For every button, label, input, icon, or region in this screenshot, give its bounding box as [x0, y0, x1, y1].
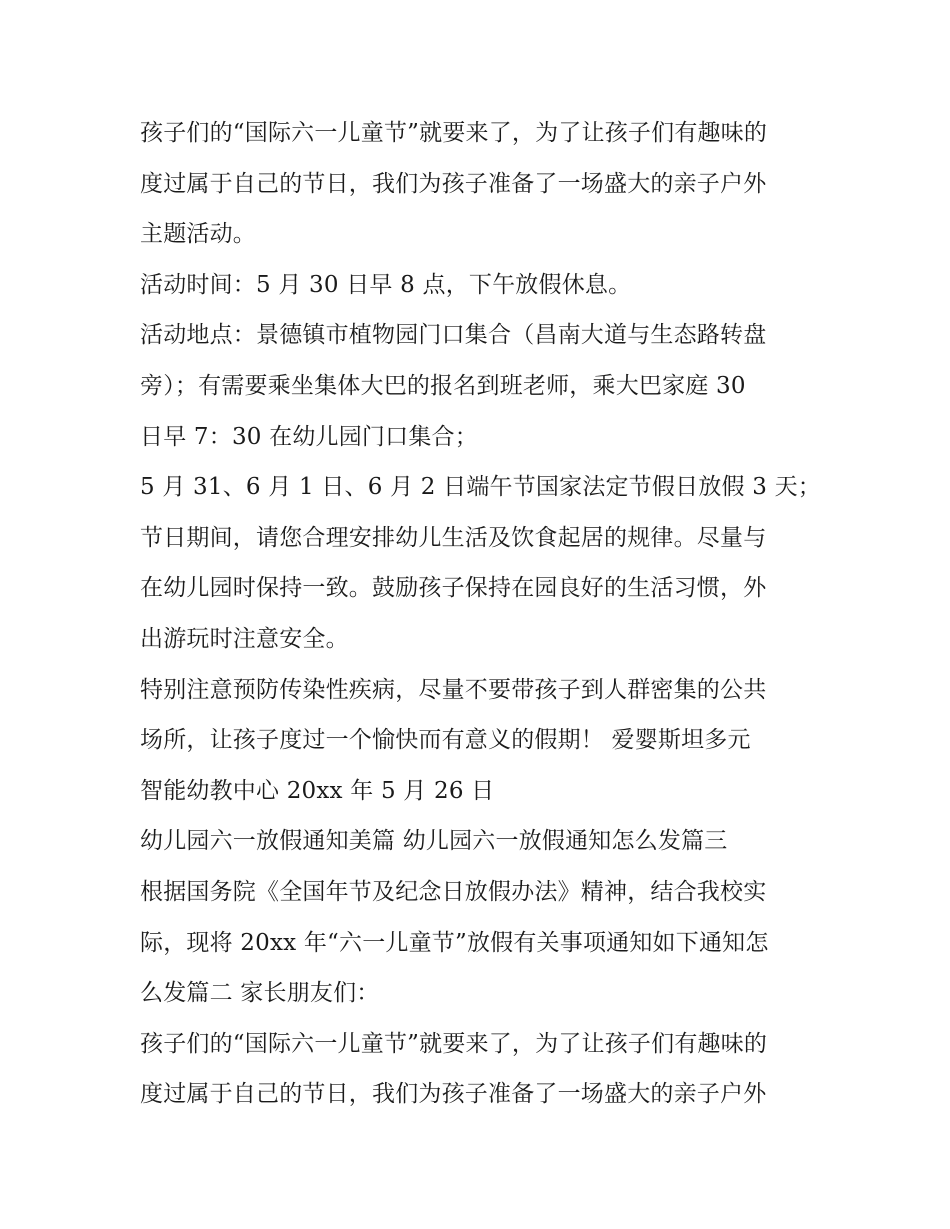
text-line-16: 根据国务院《全国年节及纪念日放假办法》精神，结合我校实 — [140, 878, 767, 905]
text-line-9: 节日期间，请您合理安排幼儿生活及饮食起居的规律。尽量与 — [140, 524, 767, 551]
text-line-13: 场所，让孩子度过一个愉快而有意义的假期！ 爱婴斯坦多元 — [140, 727, 751, 754]
text-line-5: 活动地点：景德镇市植物园门口集合（昌南大道与生态路转盘 — [140, 322, 767, 349]
text-line-18: 么发篇二 家长朋友们： — [140, 980, 380, 1007]
text-line-8: 5 月 31、6 月 1 日、6 月 2 日端午节国家法定节假日放假 3 天； — [140, 474, 821, 501]
document-body — [140, 108, 820, 1120]
text-line-17: 际，现将 20xx 年“六一儿童节”放假有关事项通知如下通知怎 — [140, 929, 769, 956]
text-line-20: 度过属于自己的节日，我们为孩子准备了一场盛大的亲子户外 — [140, 1081, 767, 1108]
text-line-4: 活动时间：5 月 30 日早 8 点，下午放假休息。 — [140, 271, 632, 298]
text-line-15: 幼儿园六一放假通知美篇 幼儿园六一放假通知怎么发篇三 — [140, 828, 728, 855]
text-line-11: 出游玩时注意安全。 — [140, 625, 349, 652]
text-line-1: 孩子们的“国际六一儿童节”就要来了，为了让孩子们有趣味的 — [140, 120, 768, 146]
text-line-19: 孩子们的“国际六一儿童节”就要来了，为了让孩子们有趣味的 — [140, 1030, 768, 1057]
text-line-3: 主题活动。 — [140, 221, 256, 248]
text-line-2: 度过属于自己的节日，我们为孩子准备了一场盛大的亲子户外 — [140, 170, 767, 197]
text-line-6: 旁）；有需要乘坐集体大巴的报名到班老师，乘大巴家庭 30 — [140, 372, 746, 399]
text-line-12: 特别注意预防传染性疾病，尽量不要带孩子到人群密集的公共 — [140, 676, 767, 703]
text-line-7: 日早 7：30 在幼儿园门口集合； — [140, 423, 478, 450]
text-line-10: 在幼儿园时保持一致。鼓励孩子保持在园良好的生活习惯，外 — [140, 575, 767, 602]
text-line-14: 智能幼教中心 20xx 年 5 月 26 日 — [140, 777, 495, 804]
